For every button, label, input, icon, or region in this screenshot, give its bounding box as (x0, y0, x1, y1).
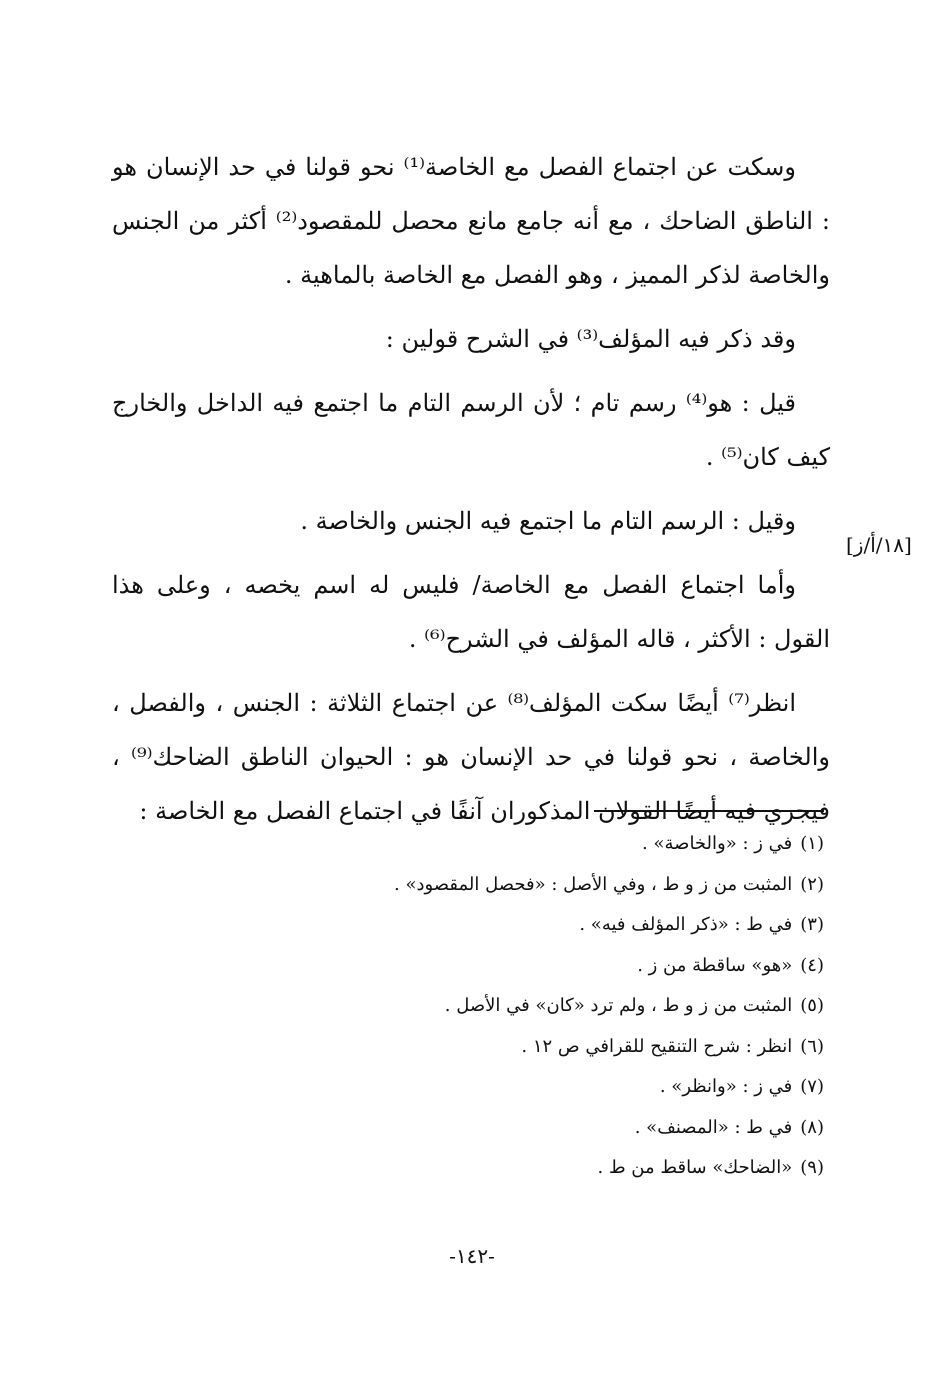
footnote-number: (٧) (800, 1076, 824, 1097)
footnote-text: في ط : «المصنف» . (634, 1116, 793, 1138)
paragraph: قيل : هو⁽⁴⁾ رسم تام ؛ لأن الرسم التام ما اجتمع فيه الداخل والخارج كيف كان⁽⁵⁾ . (112, 389, 830, 471)
footnote (300, 1067, 824, 1108)
footnote-text: في ط : «ذكر المؤلف فيه» . (579, 914, 793, 935)
paragraph: انظر⁽⁷⁾ أيضًا سكت المؤلف⁽⁸⁾ عن اجتماع الثلاثة : الجنس ، والفصل ، والخاصة ، نحو قولنا في حد الإنسان هو : الحيوان الناطق الضاحك⁽⁹⁾ ، فيجري فيه أيضًا القولان المذكوران آنفًا في اجتماع الفصل مع الخاصة : (112, 689, 830, 825)
footnote-number: (٥) (800, 995, 824, 1016)
footnote (300, 1027, 824, 1068)
main-text (112, 140, 830, 848)
paragraph: وقد ذكر فيه المؤلف⁽³⁾ في الشرح قولين : (385, 325, 796, 353)
footnote (300, 865, 824, 906)
footnote-number: (٨) (800, 1116, 824, 1138)
footnote-text: في ز : «والخاصة» . (642, 833, 793, 854)
footnote-divider (594, 810, 824, 812)
footnote-text: المثبت من ز و ط ، وفي الأصل : «فحصل المقصود» . (394, 873, 793, 895)
footnote-number: (٩) (800, 1157, 824, 1178)
paragraph: وقيل : الرسم التام ما اجتمع فيه الجنس والخاصة . (300, 507, 796, 535)
paragraph: وأما اجتماع الفصل مع الخاصة/ فليس له اسم يخصه ، وعلى هذا القول : الأكثر ، قاله المؤلف في الشرح⁽⁶⁾ . (112, 571, 830, 653)
footnote (300, 986, 824, 1027)
footnote-number: (٦) (800, 1035, 824, 1057)
manuscript-folio-note: [١٨/أ/ز] (846, 533, 912, 557)
footnote (300, 1108, 824, 1149)
footnote (300, 824, 824, 865)
footnote-number: (٤) (800, 954, 824, 976)
footnote-number: (١) (800, 833, 824, 854)
footnote (300, 905, 824, 946)
footnote-number: (٢) (800, 873, 824, 895)
footnote (300, 1148, 824, 1189)
paragraph: وسكت عن اجتماع الفصل مع الخاصة⁽¹⁾ نحو قولنا في حد الإنسان هو : الناطق الضاحك ، مع أنه جامع مانع محصل للمقصود⁽²⁾ أكثر من الجنس والخاصة لذكر المميز ، وهو الفصل مع الخاصة بالماهية . (112, 153, 830, 289)
page-number: -١٤٢- (449, 1244, 495, 1268)
footnote (300, 946, 824, 987)
footnote-text: المثبت من ز و ط ، ولم ترد «كان» في الأصل . (444, 995, 793, 1016)
footnote-text: «هو» ساقطة من ز . (637, 954, 793, 976)
footnote-text: انظر : شرح التنقيح للقرافي ص ١٢ . (521, 1035, 793, 1057)
footnotes-list (300, 824, 824, 1189)
footnote-text: «الضاحك» ساقط من ط . (597, 1157, 793, 1178)
footnote-text: في ز : «وانظر» . (659, 1076, 793, 1097)
footnote-number: (٣) (800, 914, 824, 935)
